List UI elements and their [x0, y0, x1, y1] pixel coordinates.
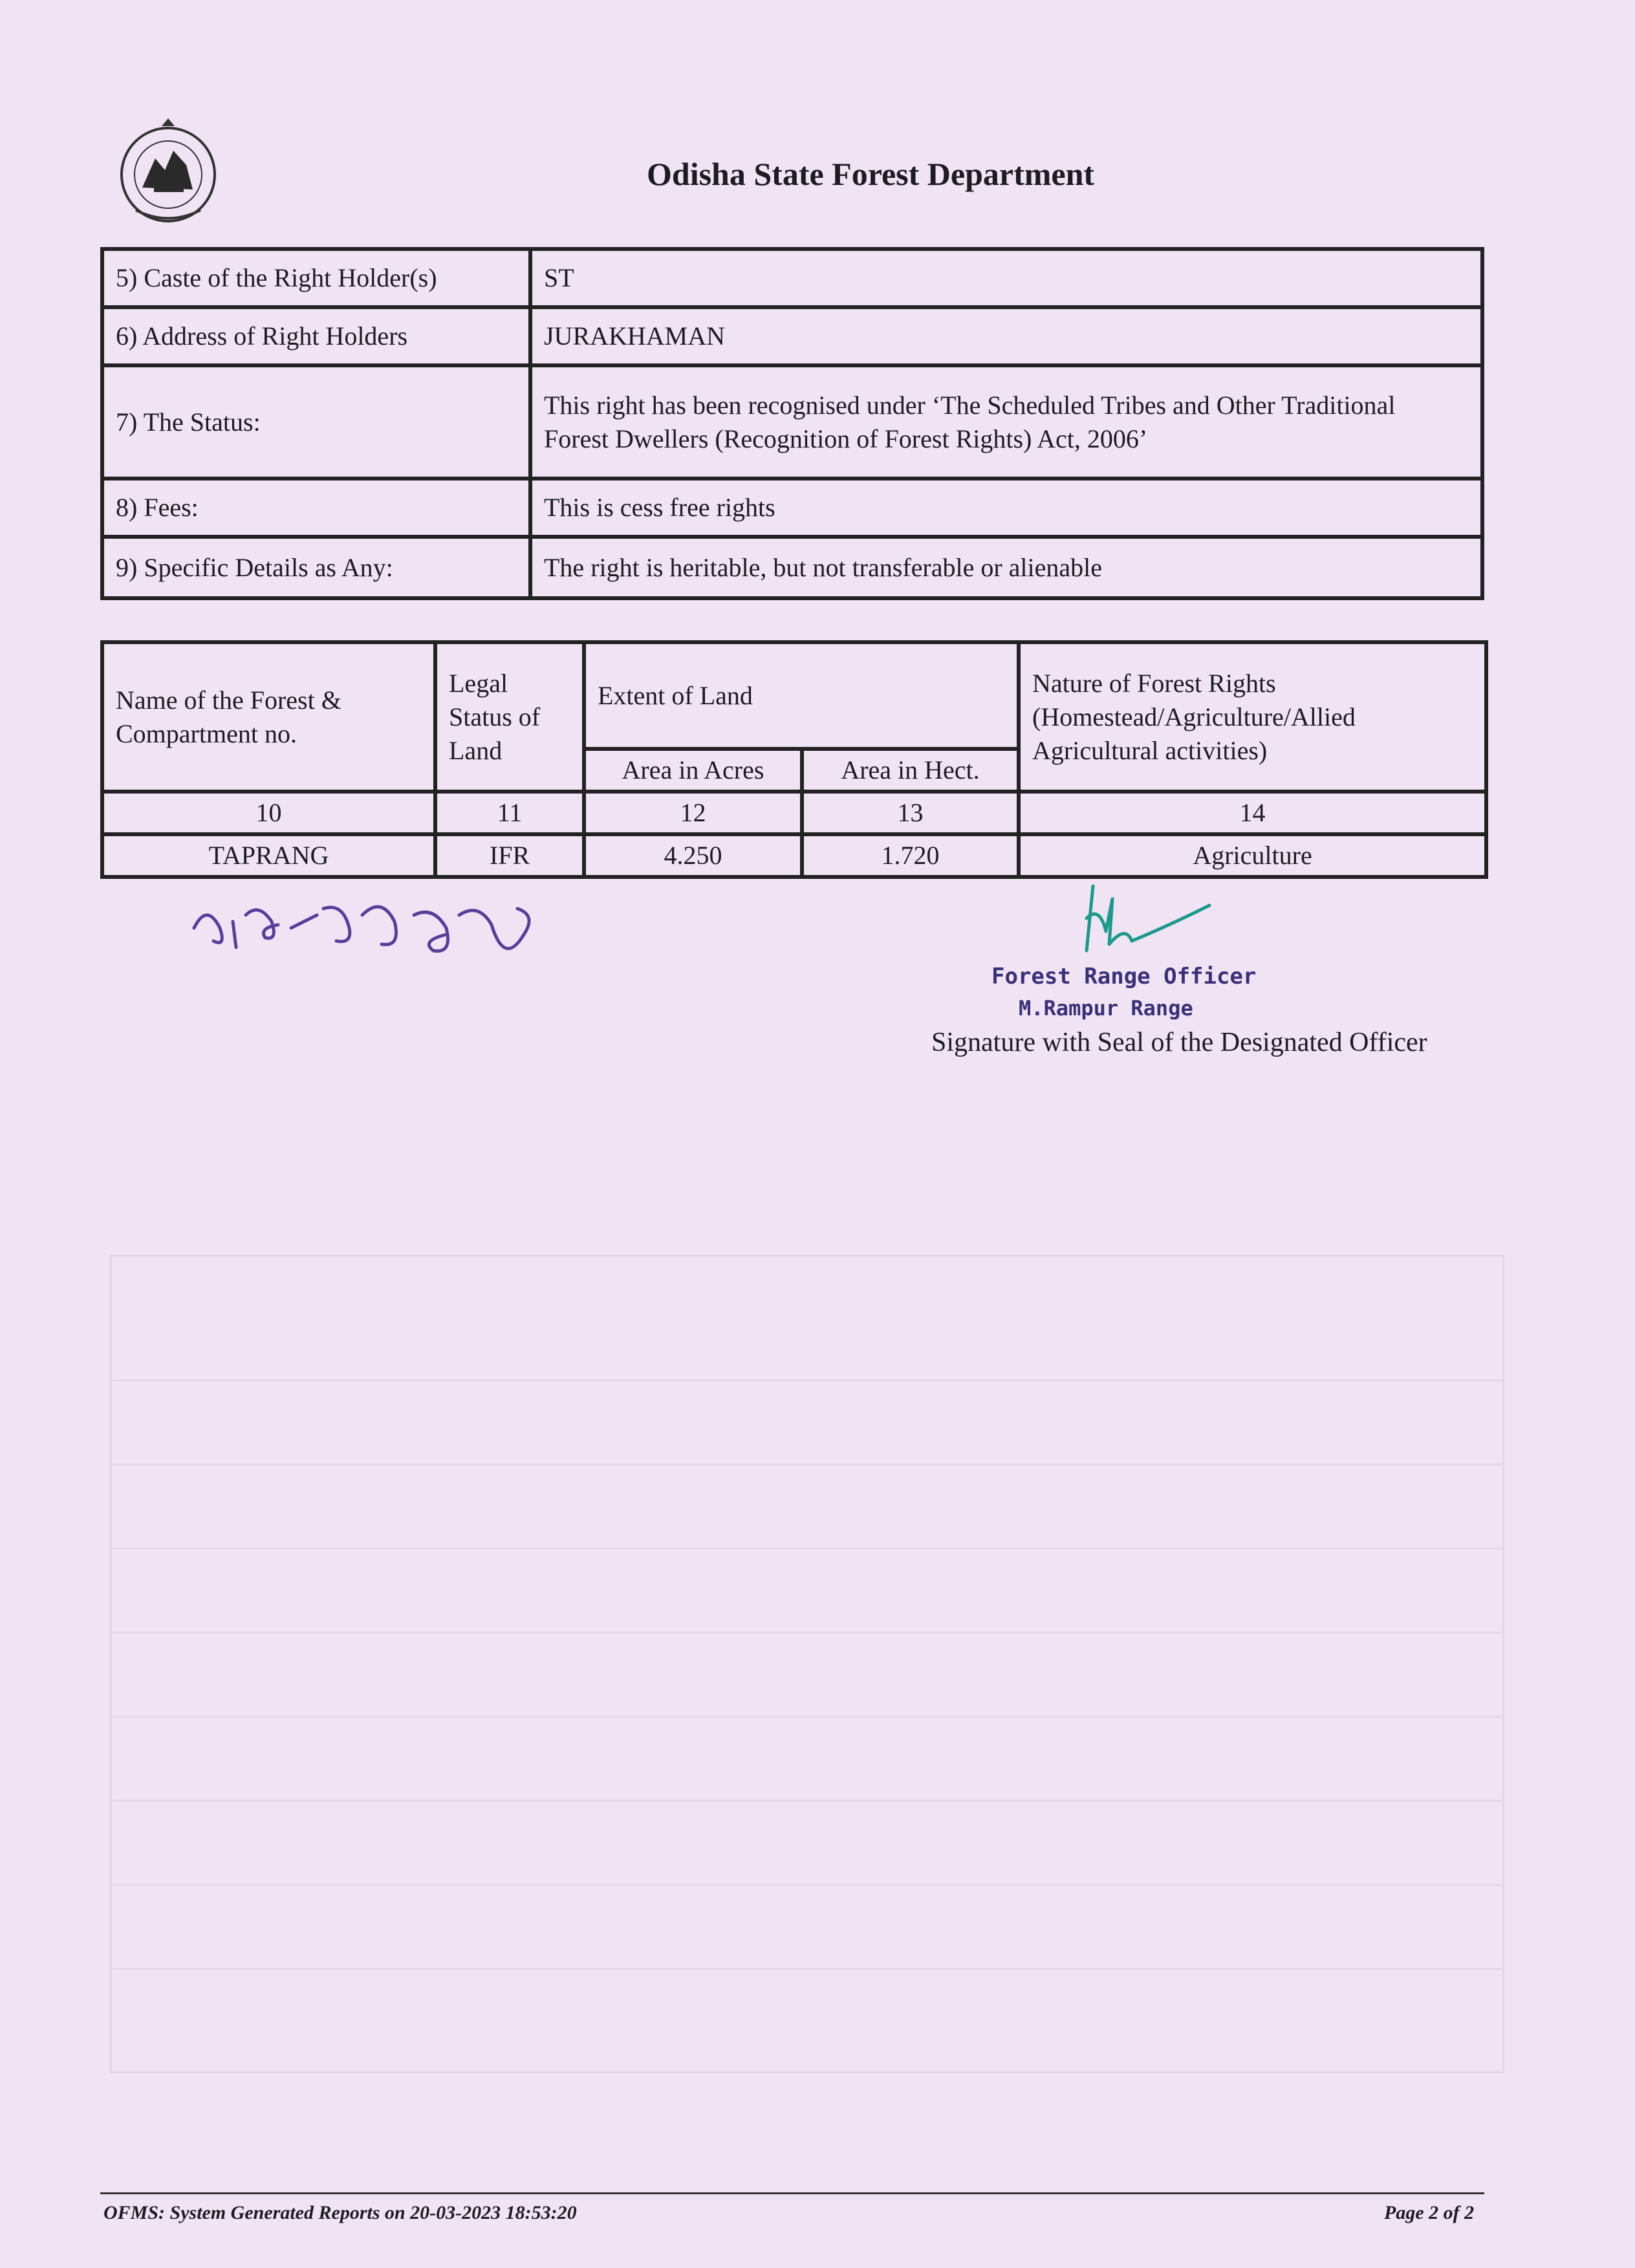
land-extent-table	[100, 640, 1488, 879]
detail-label: 7) The Status:	[102, 365, 530, 479]
status-line: This right has been recognised under ‘The Scheduled Tribes and Other Traditional	[544, 390, 1396, 420]
header-area-hect: Area in Hect.	[802, 749, 1019, 792]
table-row	[102, 537, 1482, 598]
handwritten-note	[188, 889, 550, 980]
header-area-acres: Area in Acres	[584, 749, 802, 792]
column-number: 11	[435, 792, 584, 834]
nature-of-rights: Agriculture	[1019, 834, 1486, 877]
column-number-row	[102, 792, 1486, 834]
column-number: 13	[802, 792, 1019, 834]
column-number: 12	[584, 792, 802, 834]
table-header-row	[102, 642, 1486, 749]
detail-value	[530, 365, 1482, 479]
detail-label: 8) Fees:	[102, 479, 530, 537]
forest-name: TAPRANG	[102, 834, 435, 877]
detail-label: 9) Specific Details as Any:	[102, 537, 530, 598]
odisha-state-emblem-icon	[116, 113, 220, 230]
officer-stamp-range: M.Rampur Range	[1019, 996, 1193, 1021]
header-extent-of-land: Extent of Land	[584, 642, 1019, 749]
footer-generated-timestamp: OFMS: System Generated Reports on 20-03-2023 18:53:20	[103, 2202, 577, 2223]
detail-label: 6) Address of Right Holders	[102, 307, 530, 365]
signature-block	[931, 880, 1488, 1074]
header-forest: Name of the Forest & Compartment no.	[102, 642, 435, 792]
page-number: Page 2 of 2	[1384, 2202, 1475, 2223]
table-row	[102, 479, 1482, 537]
detail-value: ST	[530, 249, 1482, 307]
reverse-side-bleed	[110, 1255, 1504, 2073]
header-legal-status: Legal Status of Land	[435, 642, 584, 792]
page-title: Odisha State Forest Department	[647, 156, 1095, 192]
detail-label: 5) Caste of the Right Holder(s)	[102, 249, 530, 307]
table-row	[102, 249, 1482, 307]
table-row	[102, 307, 1482, 365]
table-row	[102, 834, 1486, 877]
signature-caption: Signature with Seal of the Designated Officer	[931, 1028, 1427, 1057]
column-number: 10	[102, 792, 435, 834]
status-line: Forest Dwellers (Recognition of Forest Rights) Act, 2006’	[544, 424, 1148, 453]
rights-details-table	[100, 247, 1484, 600]
detail-value: The right is heritable, but not transferable or alienable	[530, 537, 1482, 598]
column-number: 14	[1019, 792, 1486, 834]
legal-status: IFR	[435, 834, 584, 877]
footer-divider	[100, 2192, 1484, 2194]
detail-value: This is cess free rights	[530, 479, 1482, 537]
table-row	[102, 365, 1482, 479]
detail-value: JURAKHAMAN	[530, 307, 1482, 365]
area-hect: 1.720	[802, 834, 1019, 877]
header-nature-of-rights: Nature of Forest Rights (Homestead/Agriculture/Allied Agricultural activities)	[1019, 642, 1486, 792]
officer-signature	[1074, 880, 1216, 964]
officer-stamp-title: Forest Range Officer	[991, 964, 1257, 989]
area-acres: 4.250	[584, 834, 802, 877]
